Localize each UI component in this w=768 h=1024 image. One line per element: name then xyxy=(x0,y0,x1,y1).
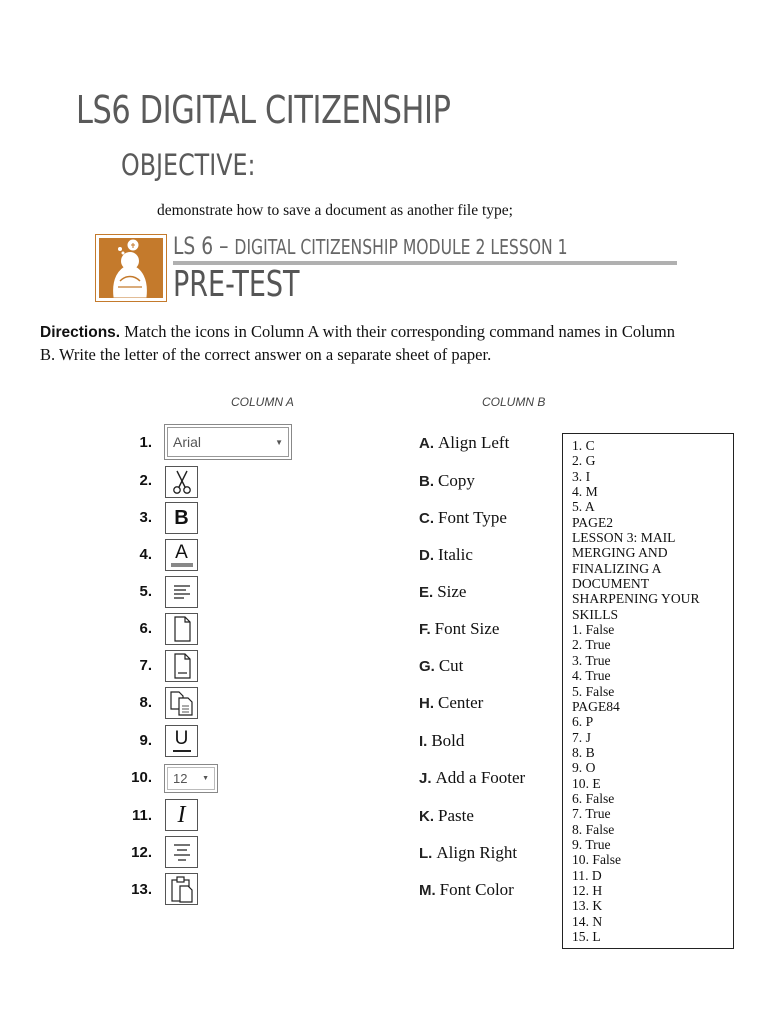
scissors-icon xyxy=(165,466,198,498)
chevron-down-icon: ▼ xyxy=(202,775,209,782)
column-b-item xyxy=(419,582,466,602)
answer-key-line: 2. True xyxy=(572,637,611,653)
lesson-rest: DIGITAL CITIZENSHIP MODULE 2 LESSON 1 xyxy=(234,235,568,259)
answer-key-line: LESSON 3: MAIL MERGING AND FINALIZING A DOCUMENT SHARPENING YOUR SKILLS xyxy=(572,530,700,622)
document-footer-icon xyxy=(165,650,198,682)
column-b-item xyxy=(419,508,507,528)
item-letter: C. xyxy=(419,510,434,527)
font-type-combo xyxy=(164,424,292,460)
answer-key-line: 2. G xyxy=(572,453,596,469)
item-number: 3. xyxy=(139,509,152,526)
answer-key-line: 4. M xyxy=(572,484,598,500)
item-number: 7. xyxy=(139,657,152,674)
italic-icon xyxy=(165,799,198,831)
column-b-item xyxy=(419,768,525,788)
item-text: Add a Footer xyxy=(435,768,526,787)
column-b-item xyxy=(419,693,483,713)
item-text: Align Right xyxy=(436,843,518,862)
item-text: Paste xyxy=(438,806,474,825)
directions-paragraph xyxy=(40,321,675,366)
item-letter: M. xyxy=(419,882,436,899)
answer-key-line: 14. N xyxy=(572,913,603,929)
answer-key-line: 9. True xyxy=(572,836,611,852)
lesson-prefix: LS 6 – xyxy=(173,232,235,260)
item-number: 12. xyxy=(131,844,152,861)
font-size-value: 12 xyxy=(173,771,188,786)
item-number: 9. xyxy=(139,732,152,749)
item-letter: K. xyxy=(419,808,434,825)
font-size-combo xyxy=(164,764,218,793)
item-letter: A. xyxy=(419,435,434,452)
chevron-down-icon: ▼ xyxy=(275,437,283,447)
column-b-item xyxy=(419,806,474,826)
item-number: 1. xyxy=(139,434,152,451)
item-letter: D. xyxy=(419,547,434,564)
new-document-icon xyxy=(165,613,198,645)
item-letter: G. xyxy=(419,658,435,675)
item-letter: J. xyxy=(419,770,432,787)
answer-key-line: 10. False xyxy=(572,852,622,868)
column-b-item xyxy=(419,433,509,453)
item-text: Center xyxy=(438,693,484,712)
answer-key-line: 15. L xyxy=(572,929,601,944)
item-number: 5. xyxy=(139,583,152,600)
underline-icon xyxy=(165,725,198,757)
font-color-icon xyxy=(165,539,198,571)
answer-key-line: 1. C xyxy=(572,438,595,453)
item-number: 11. xyxy=(131,807,152,824)
column-b-item xyxy=(419,545,473,565)
align-left-icon xyxy=(165,576,198,608)
objective-heading: OBJECTIVE: xyxy=(121,148,256,182)
item-letter: L. xyxy=(419,845,433,862)
lesson-heading xyxy=(173,232,568,260)
item-text: Font Type xyxy=(438,508,507,527)
font-type-value: Arial xyxy=(173,434,202,450)
directions-text: Match the icons in Column A with their corresponding command names in Column B. Write the letter of the correct answer on a separate sheet of paper. xyxy=(40,322,675,364)
objective-text: demonstrate how to save a document as another file type; xyxy=(157,202,513,219)
item-text: Size xyxy=(437,582,467,601)
answer-key-line: 5. A xyxy=(572,499,595,515)
directions-label: Directions. xyxy=(40,324,121,341)
answer-key-line: 6. P xyxy=(572,714,594,730)
item-text: Font Color xyxy=(439,880,514,899)
item-text: Font Size xyxy=(434,619,500,638)
answer-key-line: PAGE2 xyxy=(572,514,614,530)
align-center-icon xyxy=(165,836,198,868)
item-number: 8. xyxy=(139,694,152,711)
item-letter: I. xyxy=(419,733,428,750)
answer-key-line: 12. H xyxy=(572,882,603,898)
answer-key-line: 11. D xyxy=(572,867,602,883)
column-b-item xyxy=(419,619,499,639)
item-number: 10. xyxy=(131,769,152,786)
bold-icon xyxy=(165,502,198,534)
item-text: Cut xyxy=(438,656,464,675)
column-b-item xyxy=(419,731,464,751)
italic-glyph: I xyxy=(177,801,186,828)
answer-key-line: 10. E xyxy=(572,775,601,791)
answer-key-line: 8. B xyxy=(572,744,595,760)
answer-key-line: PAGE84 xyxy=(572,698,620,714)
item-text: Align Left xyxy=(438,433,510,452)
item-number: 2. xyxy=(139,472,152,489)
column-b-heading: COLUMN B xyxy=(482,395,546,409)
column-a-heading: COLUMN A xyxy=(231,395,294,409)
answer-key-line: 7. J xyxy=(572,729,591,745)
item-text: Bold xyxy=(431,731,465,750)
item-letter: F. xyxy=(419,621,431,638)
column-b-item xyxy=(419,471,475,491)
item-letter: H. xyxy=(419,695,434,712)
bold-glyph: B xyxy=(174,506,189,529)
column-b-item xyxy=(419,656,463,676)
column-b-item xyxy=(419,843,517,863)
answer-key-line: 6. False xyxy=(572,790,615,806)
answer-key-line: 8. False xyxy=(572,821,615,837)
item-letter: B. xyxy=(419,473,434,490)
answer-key-box xyxy=(562,433,734,949)
answer-key-line: 7. True xyxy=(572,806,611,822)
answer-key-line: 3. I xyxy=(572,468,591,484)
copy-icon xyxy=(165,687,198,719)
item-text: Italic xyxy=(438,545,473,564)
answer-key-line: 1. False xyxy=(572,622,615,638)
font-color-glyph: A xyxy=(175,542,188,563)
answer-key-line: 3. True xyxy=(572,652,611,668)
item-text: Copy xyxy=(438,471,475,490)
column-b-item xyxy=(419,880,514,900)
underline-glyph: U xyxy=(174,728,189,749)
paste-icon xyxy=(165,873,198,905)
item-number: 4. xyxy=(139,546,152,563)
item-number: 13. xyxy=(131,881,152,898)
document-title: LS6 DIGITAL CITIZENSHIP xyxy=(76,88,451,132)
answer-key-line: 5. False xyxy=(572,683,615,699)
pretest-heading: PRE-TEST xyxy=(173,264,300,305)
item-letter: E. xyxy=(419,584,434,601)
reading-child-lightbulb-icon xyxy=(95,234,167,302)
answer-key-line: 4. True xyxy=(572,668,611,684)
answer-key-line: 13. K xyxy=(572,898,603,914)
item-number: 6. xyxy=(139,620,152,637)
answer-key-line: 9. O xyxy=(572,760,596,776)
